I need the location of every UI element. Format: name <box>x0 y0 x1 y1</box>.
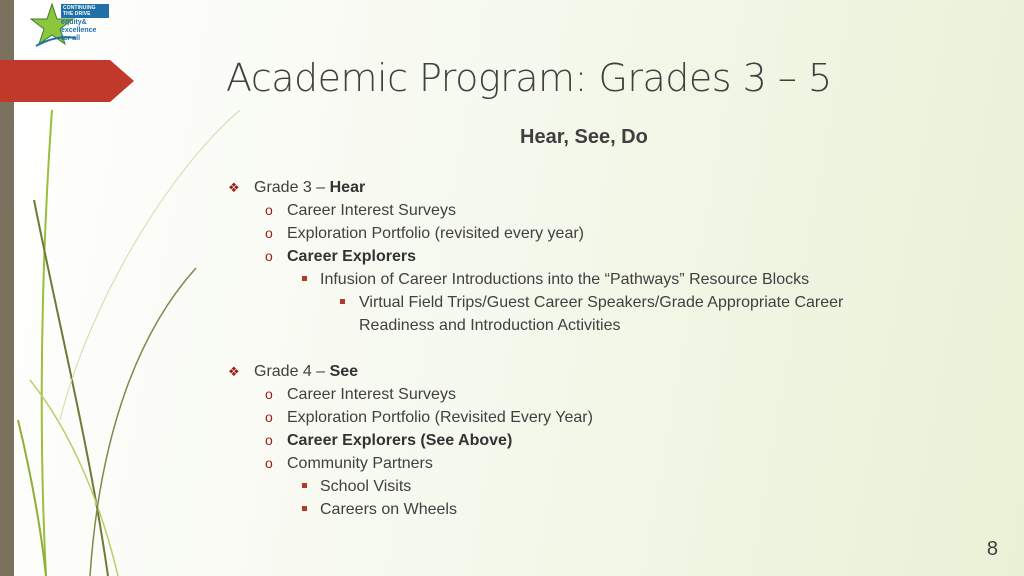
list-item <box>228 245 928 268</box>
circle-bullet-icon: o <box>265 455 273 471</box>
list-item-text: Career Interest Surveys <box>287 386 456 403</box>
list-item <box>228 452 928 475</box>
grade4-emphasis: See <box>329 363 359 380</box>
circle-bullet-icon: o <box>265 202 273 218</box>
list-item-text: Community Partners <box>287 455 433 472</box>
list-item-text: Infusion of Career Introductions into the “Pathways” Resource Blocks <box>320 271 810 288</box>
list-item-text: Exploration Portfolio (Revisited Every Year) <box>287 409 593 426</box>
circle-bullet-icon: o <box>265 248 273 264</box>
list-item-continuation <box>228 314 928 337</box>
square-bullet-icon <box>302 506 307 511</box>
list-item-text: Careers on Wheels <box>320 501 457 518</box>
logo <box>61 4 109 42</box>
grade3-label: Grade 3 – <box>254 179 330 196</box>
list-item-text: Career Interest Surveys <box>287 202 456 219</box>
circle-bullet-icon: o <box>265 409 273 425</box>
square-bullet-icon <box>302 483 307 488</box>
grade3-emphasis: Hear <box>329 179 366 196</box>
list-item <box>228 429 928 452</box>
bullet-list <box>228 176 928 521</box>
diamond-bullet-icon: ❖ <box>228 364 240 379</box>
diamond-bullet-icon: ❖ <box>228 180 240 195</box>
circle-bullet-icon: o <box>265 225 273 241</box>
circle-bullet-icon: o <box>265 432 273 448</box>
list-item <box>228 498 928 521</box>
list-item-text: Career Explorers (See Above) <box>287 432 513 449</box>
square-bullet-icon <box>340 299 345 304</box>
grade4-label: Grade 4 – <box>254 363 330 380</box>
list-item <box>228 199 928 222</box>
logo-line3: equity& <box>61 19 87 26</box>
slide-subtitle: Hear, See, Do <box>520 126 648 148</box>
list-item-text: School Visits <box>320 478 412 495</box>
logo-band <box>61 4 109 18</box>
list-item <box>228 222 928 245</box>
list-item <box>228 383 928 406</box>
square-bullet-icon <box>302 276 307 281</box>
list-item-text: Exploration Portfolio (revisited every year) <box>287 225 585 242</box>
list-item-text: Career Explorers <box>287 248 416 265</box>
logo-line2: THE DRIVE <box>63 11 91 17</box>
grade4-heading <box>228 360 928 383</box>
logo-line1: CONTINUING <box>63 5 96 11</box>
logo-line5: for all <box>61 35 81 42</box>
list-item <box>228 268 928 291</box>
logo-line4: excellence <box>61 27 97 34</box>
title-accent-arrow <box>0 60 134 102</box>
list-item <box>228 406 928 429</box>
grade3-heading <box>228 176 928 199</box>
list-item-text: Readiness and Introduction Activities <box>359 317 621 334</box>
page-number: 8 <box>986 538 998 560</box>
list-item <box>228 291 928 314</box>
list-item-text: Virtual Field Trips/Guest Career Speakers/Grade Appropriate Career <box>359 294 844 311</box>
list-item <box>228 475 928 498</box>
circle-bullet-icon: o <box>265 386 273 402</box>
slide-title: Academic Program: Grades 3 – 5 <box>226 56 832 100</box>
